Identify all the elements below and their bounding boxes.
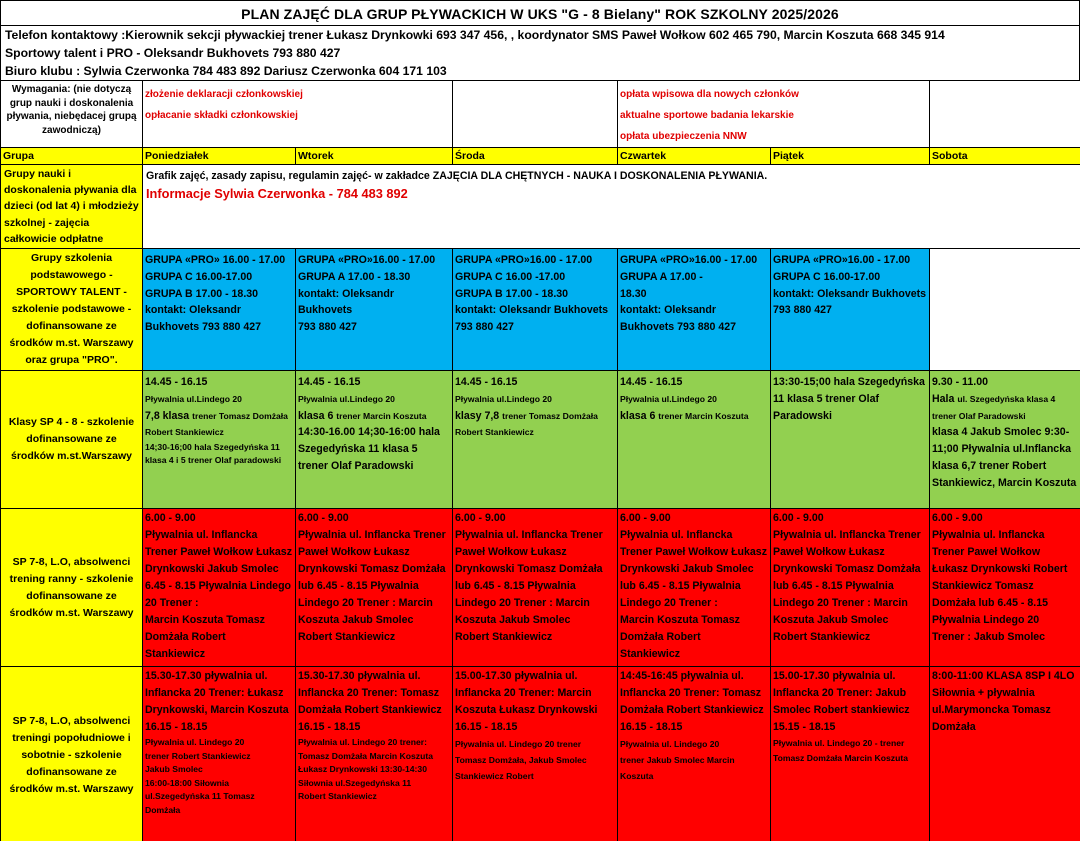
row-klasy bbox=[1, 371, 1080, 509]
contact-line-talent: Sportowy talent i PRO - Oleksandr Bukhovets 793 880 427 bbox=[5, 46, 341, 60]
talent-thursday: GRUPA «PRO»16.00 - 17.00 GRUPA A 17.00 - 18.30 kontakt: Oleksandr Bukhovets 793 880 427 bbox=[618, 249, 771, 371]
ranny-friday: 6.00 - 9.00 Pływalnia ul. Inflancka Trener Paweł Wołkow Łukasz Drynkowski Tomasz Domżała lub 6.45 - 8.15 Pływalnia Lindego 20 Trener : Marcin Koszuta Jakub Smolec Robert Stankiewicz bbox=[771, 509, 930, 667]
venue: Pływalnia ul.Lindego 20 bbox=[620, 393, 717, 404]
talent-monday: GRUPA «PRO» 16.00 - 17.00 GRUPA C 16.00-17.00 GRUPA B 17.00 - 18.30 kontakt: Oleksandr Bukhovets 793 880 427 bbox=[143, 249, 296, 371]
header-day: Wtorek bbox=[296, 148, 453, 165]
session-extra: Pływalnia ul. Lindego 20 trener Jakub Smolec Marcin Koszuta bbox=[620, 739, 735, 782]
klasy-thursday bbox=[618, 371, 771, 509]
trainers: trener Tomasz Domżała Robert Stankiewicz bbox=[455, 410, 598, 438]
ranny-wednesday: 6.00 - 9.00 Pływalnia ul. Inflancka Trener Paweł Wołkow Łukasz Drynkowski Tomasz Domżała lub 6.45 - 8.15 Pływalnia Lindego 20 Trener : Marcin Koszuta Jakub Smolec Robert Stankiewicz bbox=[453, 509, 618, 667]
venue: Pływalnia ul.Lindego 20 bbox=[145, 393, 242, 404]
class: 7,8 klasa bbox=[145, 409, 193, 422]
nauka-info-cell bbox=[143, 165, 1080, 249]
popoludnie-thursday bbox=[618, 667, 771, 841]
extra: 14:30-16.00 14;30-16:00 hala Szegedyńska 11 klasa 5 trener Olaf Paradowski bbox=[298, 426, 440, 472]
ranny-monday: 6.00 - 9.00 Pływalnia ul. Inflancka Trener Paweł Wołkow Łukasz Drynkowski Jakub Smolec 6.45 - 8.15 Pływalnia Lindego 20 Trener : Marcin Koszuta Tomasz Domżała Robert Stankiewicz bbox=[143, 509, 296, 667]
session-main: 15.00-17.30 pływalnia ul. Inflancka 20 Trener: Marcin Koszuta Łukasz Drynkowski 16.15 - 18.15 bbox=[455, 670, 598, 734]
session-main: 14:45-16:45 pływalnia ul. Inflancka 20 Trener: Tomasz Domżała Robert Stankiewicz 16.15 - 18.15 bbox=[620, 670, 764, 734]
contact-info bbox=[0, 26, 1080, 80]
requirements-right bbox=[618, 81, 930, 148]
trainers: trener Tomasz Domżała Robert Stankiewicz bbox=[145, 410, 288, 438]
klasy-wednesday bbox=[453, 371, 618, 509]
popoludnie-friday bbox=[771, 667, 930, 841]
session-extra: Pływalnia ul. Lindego 20 - trener Tomasz Domżała Marcin Koszuta bbox=[773, 738, 908, 764]
trainers: trener Marcin Koszuta bbox=[658, 410, 749, 421]
requirement-item: aktualne sportowe badania lekarskie bbox=[620, 110, 794, 121]
session-extra: Pływalnia ul. Lindego 20 trener Tomasz Domżała, Jakub Smolec Stankiewicz Robert bbox=[455, 739, 587, 782]
talent-wednesday: GRUPA «PRO»16.00 - 17.00 GRUPA C 16.00 -17.00 GRUPA B 17.00 - 18.30 kontakt: Oleksandr Bukhovets 793 880 427 bbox=[453, 249, 618, 371]
class: klasa 6 bbox=[298, 409, 337, 422]
popoludnie-tuesday bbox=[296, 667, 453, 841]
klasy-saturday bbox=[930, 371, 1080, 509]
page-title: PLAN ZAJĘĆ DLA GRUP PŁYWACKICH W UKS "G - 8 Bielany" ROK SZKOLNY 2025/2026 bbox=[0, 0, 1080, 26]
extra: 14;30-16;00 hala Szegedyńska 11 klasa 4 i 5 trener Olaf paradowski bbox=[145, 442, 282, 465]
klasy-tuesday bbox=[296, 371, 453, 509]
session-main: 15.30-17.30 pływalnia ul. Inflancka 20 Trener: Łukasz Drynkowski, Marcin Koszuta 16.15 - 18.15 bbox=[145, 670, 289, 734]
nauka-text: Grafik zajęć, zasady zapisu, regulamin zajęć- w zakładce ZAJĘCIA DLA CHĘTNYCH - NAUKA I DOSKONALENIA PŁYWANIA. bbox=[146, 170, 768, 182]
requirement-item: opłata wpisowa dla nowych członków bbox=[620, 89, 799, 100]
ranny-saturday: 6.00 - 9.00 Pływalnia ul. Inflancka Trener Paweł Wołkow Łukasz Drynkowski Robert Stankiewicz Tomasz Domżała lub 6.45 - 8.15 Pływalnia Lindego 20 Trener : Jakub Smolec bbox=[930, 509, 1080, 667]
row-nauka bbox=[1, 165, 1080, 249]
venue-detail: ul. Szegedyńska klasa 4 trener Olaf Paradowski bbox=[932, 393, 1056, 421]
row-ranny bbox=[1, 509, 1080, 667]
time: 14.45 - 16.15 bbox=[145, 376, 208, 389]
popoludnie-monday bbox=[143, 667, 296, 841]
trainers: trener Marcin Koszuta bbox=[336, 410, 427, 421]
header-day: Poniedziałek bbox=[143, 148, 296, 165]
nauka-contact: Informacje Sylwia Czerwonka - 784 483 892 bbox=[146, 186, 408, 201]
header-day: Sobota bbox=[930, 148, 1080, 165]
time: 9.30 - 11.00 bbox=[932, 376, 988, 389]
talent-friday: GRUPA «PRO»16.00 - 17.00 GRUPA C 16.00-17.00 kontakt: Oleksandr Bukhovets 793 880 427 bbox=[771, 249, 930, 371]
session-extra: Pływalnia ul. Lindego 20 trener: Tomasz Domżała Marcin Koszuta Łukasz Drynkowski 13:30-14:30 Siłownia ul.Szegedyńska 11 Robert Stankiewicz bbox=[298, 737, 433, 802]
requirements-left bbox=[143, 81, 453, 148]
talent-tuesday: GRUPA «PRO»16.00 - 17.00 GRUPA A 17.00 - 18.30 kontakt: Oleksandr Bukhovets 793 880 427 bbox=[296, 249, 453, 371]
venue: Hala bbox=[932, 392, 958, 405]
group-label: Klasy SP 4 - 8 - szkolenie dofinansowane ze środków m.st.Warszawy bbox=[1, 371, 143, 509]
talent-saturday bbox=[930, 249, 1080, 371]
contact-line-phones: Telefon kontaktowy :Kierownik sekcji pływackiej trener Łukasz Drynkowki 693 347 456, , koordynator SMS Paweł Wołkow 602 465 790, Marcin Koszuta 668 345 914 bbox=[5, 28, 945, 42]
contact-line-office: Biuro klubu : Sylwia Czerwonka 784 483 892 Dariusz Czerwonka 604 171 103 bbox=[5, 64, 447, 78]
venue: Pływalnia ul.Lindego 20 bbox=[455, 393, 552, 404]
popoludnie-saturday: 8:00-11:00 KLASA 8SP I 4LO Siłownia + pływalnia ul.Marymoncka Tomasz Domżała bbox=[930, 667, 1080, 841]
row-talent bbox=[1, 249, 1080, 371]
session-main: 15.30-17.30 pływalnia ul. Inflancka 20 Trener: Tomasz Domżała Robert Stankiewicz 16.15 - 18.15 bbox=[298, 670, 442, 734]
requirement-item: opłata ubezpieczenia NNW bbox=[620, 131, 747, 142]
ranny-tuesday: 6.00 - 9.00 Pływalnia ul. Inflancka Trener Paweł Wołkow Łukasz Drynkowski Tomasz Domżała lub 6.45 - 8.15 Pływalnia Lindego 20 Trener : Marcin Koszuta Jakub Smolec Robert Stankiewicz bbox=[296, 509, 453, 667]
requirements-label: Wymagania: (nie dotyczą grup nauki i doskonalenia pływania, niebędacej grupą zawodniczą) bbox=[1, 81, 143, 148]
klasy-friday: 13:30-15;00 hala Szegedyńska 11 klasa 5 trener Olaf Paradowski bbox=[771, 371, 930, 509]
klasy-monday bbox=[143, 371, 296, 509]
requirement-item: opłacanie składki członkowskiej bbox=[145, 110, 298, 121]
row-popoludnie bbox=[1, 667, 1080, 841]
time: 14.45 - 16.15 bbox=[455, 376, 518, 389]
time: 14.45 - 16.15 bbox=[298, 376, 361, 389]
class: klasa 6 bbox=[620, 409, 659, 422]
group-label: SP 7-8, L.O, absolwenci treningi popołudniowe i sobotnie - szkolenie dofinansowane ze środków m.st. Warszawy bbox=[1, 667, 143, 841]
group-label: Grupy szkolenia podstawowego - SPORTOWY TALENT - szkolenie podstawowe - dofinansowane ze środków m.st. Warszawy oraz grupa "PRO". bbox=[1, 249, 143, 371]
header-day: Czwartek bbox=[618, 148, 771, 165]
venue: Pływalnia ul.Lindego 20 bbox=[298, 393, 395, 404]
requirement-item: złożenie deklaracji członkowskiej bbox=[145, 89, 303, 100]
popoludnie-wednesday bbox=[453, 667, 618, 841]
session-main: 15.00-17.30 pływalnia ul. Inflancka 20 Trener: Jakub Smolec Robert stankiewicz 15.15 - 18.15 bbox=[773, 670, 910, 734]
ranny-thursday: 6.00 - 9.00 Pływalnia ul. Inflancka Trener Paweł Wołkow Łukasz Drynkowski Jakub Smolec lub 6.45 - 8.15 Pływalnia Lindego 20 Trener : Marcin Koszuta Tomasz Domżała Robert Stankiewicz bbox=[618, 509, 771, 667]
class: klasy 7,8 bbox=[455, 409, 503, 422]
empty-cell bbox=[453, 81, 618, 148]
time: 14.45 - 16.15 bbox=[620, 376, 683, 389]
extra: klasa 4 Jakub Smolec 9:30-11;00 Pływalnia ul.Inflancka klasa 6,7 trener Robert Stankiewicz, Marcin Koszuta bbox=[932, 426, 1077, 489]
schedule-table bbox=[0, 80, 1080, 841]
empty-cell bbox=[930, 81, 1080, 148]
session-extra: Pływalnia ul. Lindego 20 trener Robert Stankiewicz Jakub Smolec 16:00-18:00 Siłownia ul.Szegedyńska 11 Tomasz Domżała bbox=[145, 737, 255, 815]
header-day: Piątek bbox=[771, 148, 930, 165]
requirements-row bbox=[1, 81, 1080, 148]
group-label: Grupy nauki i doskonalenia pływania dla dzieci (od lat 4) i młodzieży szkolnej - zajęcia całkowicie odpłatne bbox=[1, 165, 143, 249]
header-day: Środa bbox=[453, 148, 618, 165]
group-label: SP 7-8, L.O, absolwenci trening ranny - szkolenie dofinansowane ze środków m.st. Warszawy bbox=[1, 509, 143, 667]
header-group: Grupa bbox=[1, 148, 143, 165]
header-row bbox=[1, 148, 1080, 165]
